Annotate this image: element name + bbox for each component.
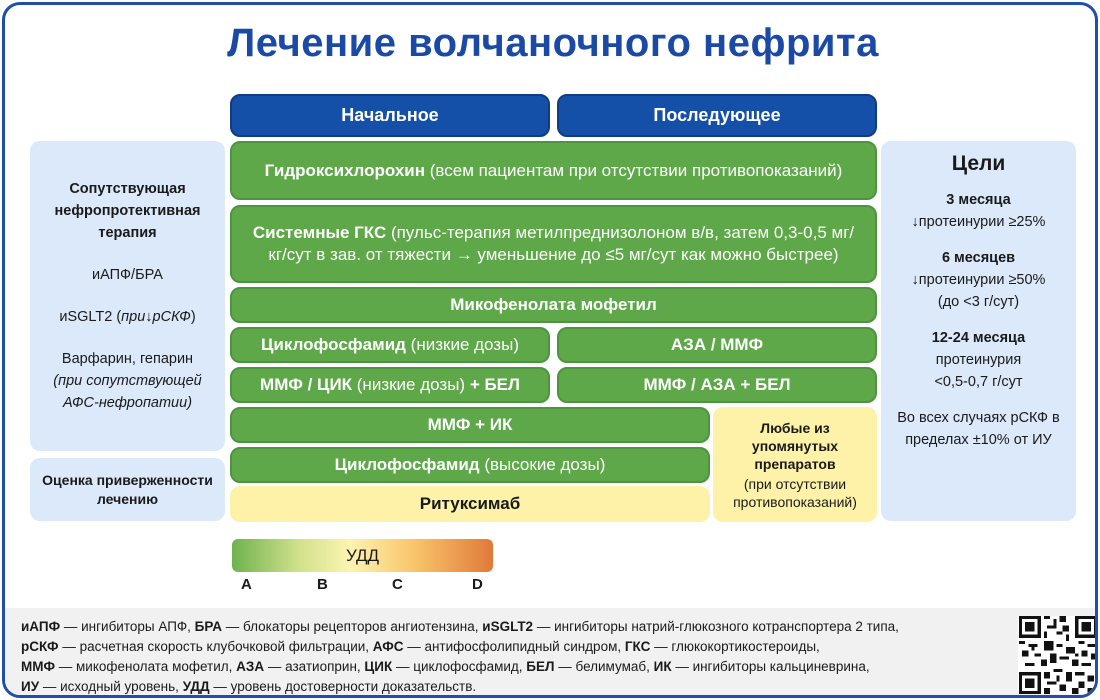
mmf-ik-label: ММФ + ИК — [427, 415, 513, 434]
legend-definition: — микофенолата мофетил, — [55, 659, 237, 674]
gcs-rest: (пульс-терапия метилпреднизолоном в/в, затем 0,3-0,5 мг/кг/сут в зав. от тяжести → уменьшение до ≤5 мг/сут как можно быстрее) — [268, 223, 855, 264]
adherence-label: Оценка приверженности лечению — [42, 471, 213, 507]
udd-letter-b: B — [317, 576, 328, 593]
legend-definition: — антифосфолипидный синдром, — [403, 639, 625, 654]
goal-3-months-title: 3 месяца — [946, 192, 1011, 208]
legend-definition: — белимумаб, — [554, 659, 654, 674]
udd-label: УДД — [345, 545, 380, 565]
legend-text — [21, 617, 1001, 697]
legend-abbr: БРА — [194, 619, 222, 634]
left-panel-heading: Сопутствующая нефропротективная терапия — [54, 181, 201, 241]
legend-abbr: иSGLT2 — [482, 619, 534, 634]
row-mmf-ik — [230, 407, 710, 443]
goal-6-months — [912, 247, 1046, 313]
goals-title: Цели — [951, 152, 1006, 175]
mmf-aza-bel-label: ММФ / АЗА + БЕЛ — [643, 375, 791, 394]
left-item-acei: иАПФ/БРА — [92, 267, 163, 283]
mmf-cik-bold: ММФ / ЦИК — [260, 375, 353, 394]
goals-panel — [881, 141, 1076, 521]
legend-abbr: ЦИК — [364, 659, 393, 674]
udd-letter-c: C — [392, 576, 403, 593]
qr-code-icon[interactable] — [1018, 616, 1098, 694]
legend-definition: — расчетная скорость клубочковой фильтрации, — [58, 639, 373, 654]
abbreviations-legend — [5, 608, 1098, 698]
legend-definition: — исходный уровень, — [39, 679, 183, 694]
goal-all-cases: Во всех случаях рСКФ в пределах ±10% от ИУ — [897, 410, 1060, 448]
cyc-high-bold: Циклофосфамид — [334, 455, 480, 474]
goal-12-months-title: 12-24 месяца — [931, 330, 1026, 346]
warfarin-italic: (при сопутствующей АФС-нефропатии) — [53, 373, 202, 411]
header-initial — [230, 94, 550, 137]
legend-definition: — ингибиторы АПФ, — [60, 619, 195, 634]
left-panel-adherence — [30, 458, 225, 521]
any-drugs-box — [713, 407, 877, 522]
left-item-sglt2 — [59, 306, 195, 328]
row-cyclophosphamide-high — [230, 447, 710, 483]
gcs-bold: Системные ГКС — [252, 223, 387, 242]
sglt2-main: иSGLT2 ( — [59, 309, 122, 325]
down-arrow-icon: ↓ — [145, 309, 153, 325]
goal-6-months-text2: (до <3 г/сут) — [937, 294, 1020, 310]
legend-abbr: ИК — [653, 659, 672, 674]
row-mycophenolate — [230, 287, 877, 323]
row-systemic-gcs — [230, 205, 877, 283]
legend-abbr: АФС — [372, 639, 404, 654]
row-mmf-aza-bel — [557, 367, 877, 403]
legend-line — [21, 677, 1001, 697]
legend-abbr: ММФ — [21, 659, 56, 674]
legend-abbr: иАПФ — [21, 619, 61, 634]
legend-abbr: рСКФ — [21, 639, 59, 654]
goal-6-months-title: 6 месяцев — [941, 250, 1016, 266]
row-mmf-cik-bel — [230, 367, 550, 403]
legend-definition: — блокаторы рецепторов ангиотензина, — [221, 619, 483, 634]
cyc-low-text — [261, 334, 519, 356]
cyc-high-rest: (высокие дозы) — [479, 455, 606, 474]
row-hydroxychloroquine — [230, 141, 877, 200]
legend-definition: — ингибиторы натрий-глюкозного котранспортера 2 типа, — [533, 619, 899, 634]
cyc-low-bold: Циклофосфамид — [260, 335, 406, 354]
legend-definition: — уровень достоверности доказательств. — [209, 679, 477, 694]
rituximab-label: Ритуксимаб — [419, 494, 521, 513]
gcs-text — [244, 222, 863, 266]
any-drugs-rest: (при отсутствии противопоказаний) — [733, 475, 857, 510]
sglt2-end: ) — [190, 309, 196, 325]
page-title: Лечение волчаночного нефрита — [227, 21, 879, 65]
legend-definition: — азатиоприн, — [264, 659, 365, 674]
legend-abbr: ГКС — [624, 639, 651, 654]
hcq-text — [265, 160, 843, 182]
mmf-cik-bold2: + БЕЛ — [469, 375, 520, 394]
cyc-high-text — [335, 454, 606, 476]
legend-line — [21, 617, 1001, 637]
row-rituximab — [230, 486, 710, 522]
legend-abbr: БЕЛ — [526, 659, 555, 674]
legend-abbr: УДД — [182, 679, 210, 694]
aza-mmf-label: АЗА / ММФ — [670, 335, 764, 354]
goal-12-24-months — [932, 327, 1025, 393]
sglt2-italic2: рСКФ — [152, 309, 191, 325]
row-cyclophosphamide-low — [230, 327, 550, 363]
legend-definition: — глюкокортикостероиды, — [650, 639, 820, 654]
left-panel-nephroprotective — [30, 141, 225, 451]
left-item-warfarin — [44, 348, 211, 414]
legend-definition: — ингибиторы кальциневрина, — [671, 659, 870, 674]
goal-12-months-text: протеинурия — [935, 352, 1022, 368]
mmf-cik-rest: (низкие дозы) — [352, 375, 470, 394]
cyc-low-rest: (низкие дозы) — [405, 335, 519, 354]
sglt2-italic: при — [121, 309, 146, 325]
udd-letter-a: A — [241, 576, 252, 593]
goal-3-months — [912, 189, 1046, 233]
legend-definition: — циклофосфамид, — [392, 659, 527, 674]
goal-12-months-text2: <0,5-0,7 г/сут — [934, 374, 1023, 390]
infographic-frame — [2, 2, 1098, 698]
header-subsequent — [557, 94, 877, 137]
hcq-rest: (всем пациентам при отсутствии противопоказаний) — [425, 160, 843, 180]
warfarin-main: Варфарин, гепарин — [61, 351, 194, 367]
udd-gradient-bar — [232, 539, 493, 572]
mmf-cik-text — [260, 374, 520, 396]
goal-3-months-text: ↓протеинурии ≥25% — [911, 214, 1046, 230]
header-subsequent-label: Последующее — [653, 105, 781, 125]
legend-abbr: АЗА — [236, 659, 265, 674]
legend-abbr: ИУ — [21, 679, 40, 694]
legend-line — [21, 637, 1001, 657]
udd-letter-d: D — [472, 576, 483, 593]
legend-line — [21, 657, 1001, 677]
mmf-label: Микофенолата мофетил — [450, 295, 657, 314]
any-drugs-bold: Любые из упомянутых препаратов — [751, 419, 839, 472]
header-initial-label: Начальное — [341, 105, 439, 125]
hcq-bold: Гидроксихлорохин — [264, 160, 426, 180]
goal-6-months-text: ↓протеинурии ≥50% — [911, 272, 1046, 288]
row-aza-mmf — [557, 327, 877, 363]
